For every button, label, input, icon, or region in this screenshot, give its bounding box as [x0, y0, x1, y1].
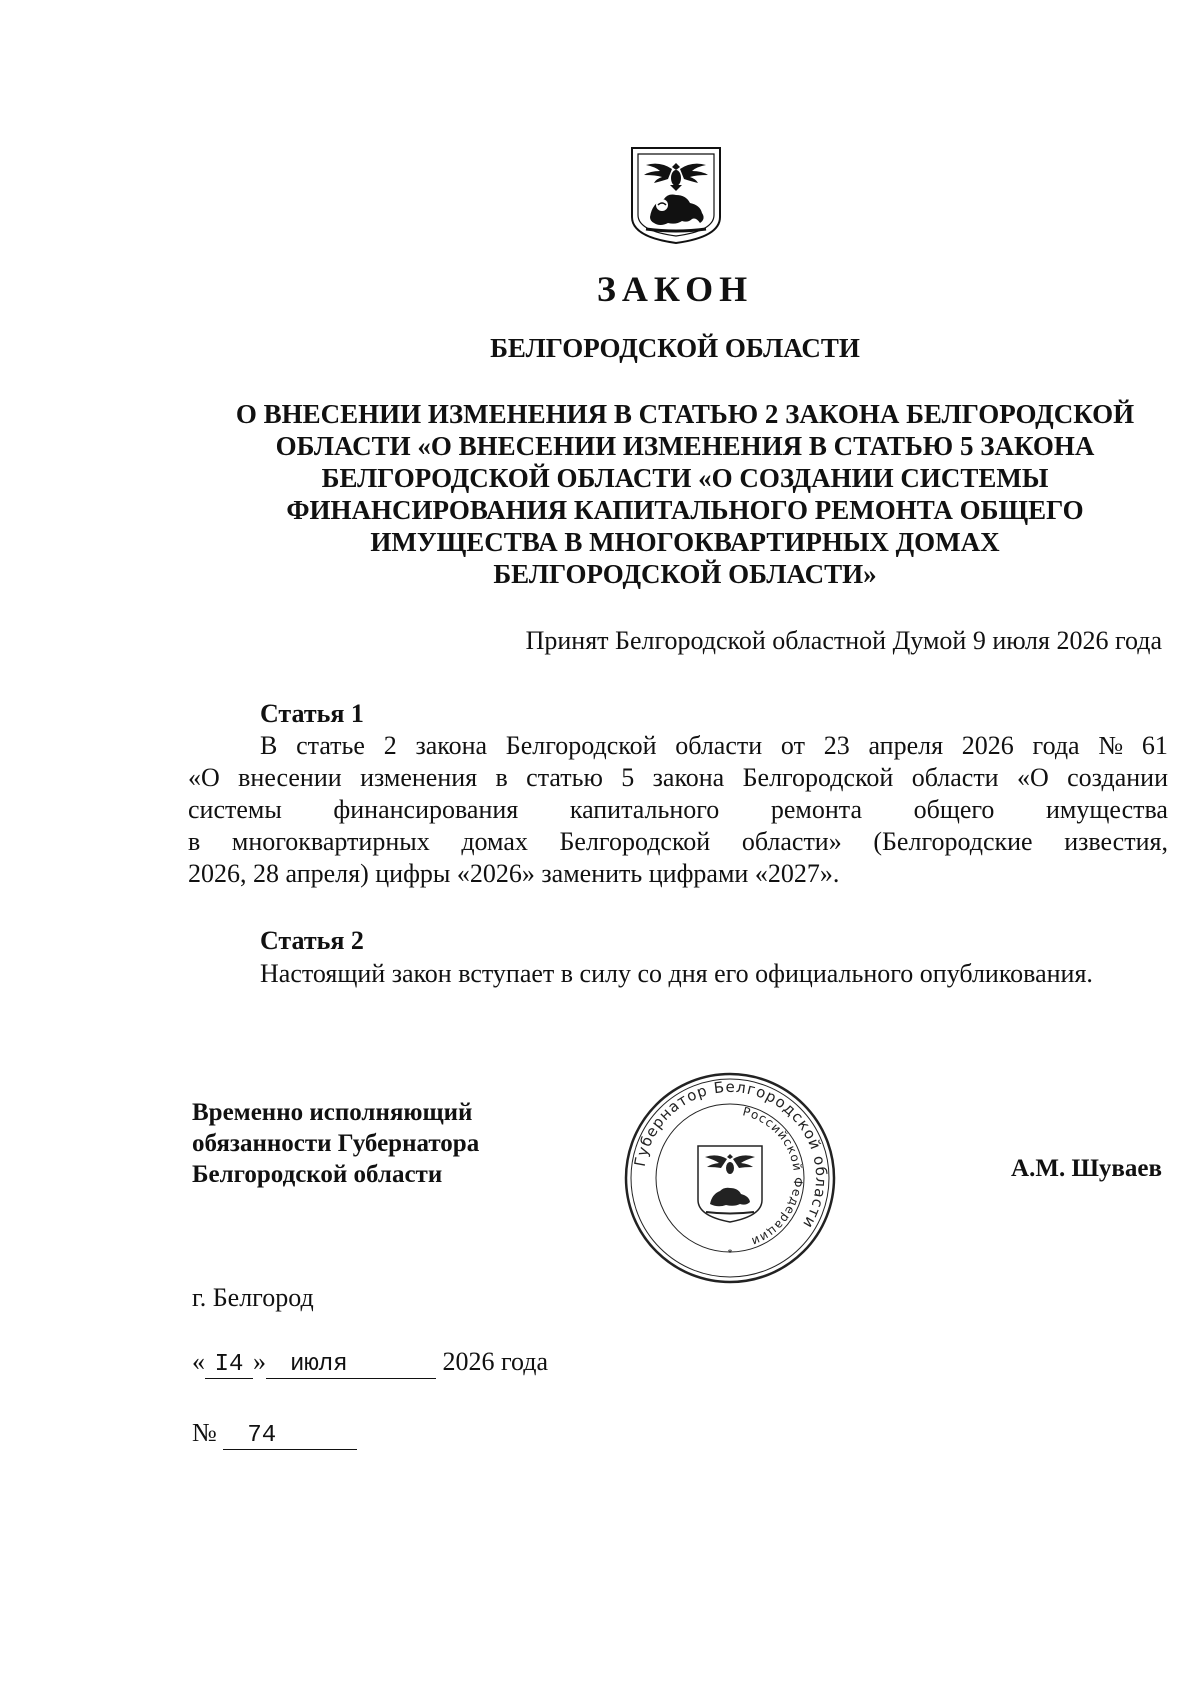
region-name: БЕЛГОРОДСКОЙ ОБЛАСТИ	[490, 333, 860, 363]
number-value: 74	[223, 1422, 357, 1450]
word: «О	[188, 763, 220, 792]
title-line: ИМУЩЕСТВА В МНОГОКВАРТИРНЫХ ДОМАХ	[370, 527, 1000, 557]
signing-date	[192, 1347, 548, 1379]
word: года	[1032, 731, 1080, 760]
date-quote-open: «	[192, 1347, 205, 1376]
word: ремонта	[770, 795, 863, 824]
word: в	[495, 763, 508, 792]
word: системы	[188, 795, 282, 824]
law-title	[185, 398, 1185, 590]
signer-name: А.М. Шуваев	[1011, 1155, 1162, 1182]
word: финансирования	[333, 795, 519, 824]
date-month: июля	[266, 1351, 436, 1379]
title-line: ОБЛАСТИ «О ВНЕСЕНИИ ИЗМЕНЕНИЯ В СТАТЬЮ 5 ЗАКОНА	[275, 431, 1095, 461]
number-label: №	[192, 1418, 217, 1447]
article-line: 2026, 28 апреля) цифры «2026» заменить цифрами «2027».	[188, 859, 840, 888]
word: Белгородской	[559, 827, 711, 856]
word: Белгородской	[505, 731, 657, 760]
adoption-note: Принят Белгородской областной Думой 9 июля 2026 года	[525, 626, 1162, 655]
word: статью	[526, 763, 603, 792]
seal-inner-text: Российской Федерации	[741, 1104, 806, 1250]
word: 2026	[961, 731, 1014, 760]
word: внесении	[238, 763, 342, 792]
official-seal-icon	[620, 1068, 840, 1288]
word: закона	[652, 763, 725, 792]
word: №	[1098, 731, 1124, 760]
word: общего	[913, 795, 995, 824]
signer-position-line: Временно исполняющий	[192, 1099, 473, 1126]
signer-position-line: Белгородской области	[192, 1161, 443, 1188]
article-1-heading: Статья 1	[260, 699, 364, 728]
coat-of-arms-icon	[628, 145, 724, 245]
svg-text:*: *	[727, 1248, 733, 1259]
article-line	[188, 826, 1168, 858]
word: В	[260, 731, 278, 760]
word: области	[911, 763, 999, 792]
word: 61	[1141, 731, 1168, 760]
word: области»	[741, 827, 842, 856]
word: создании	[1067, 763, 1168, 792]
date-quote-close: »	[253, 1347, 266, 1376]
article-line	[188, 794, 1168, 826]
document-type: ЗАКОН	[596, 269, 754, 309]
word: Белгородской	[742, 763, 894, 792]
word: статье	[296, 731, 365, 760]
word: от	[780, 731, 805, 760]
word: имущества	[1046, 795, 1168, 824]
word: в	[188, 827, 201, 856]
word: (Белгородские	[873, 827, 1033, 856]
title-line: О ВНЕСЕНИИ ИЗМЕНЕНИЯ В СТАТЬЮ 2 ЗАКОНА БЕЛГОРОДСКОЙ	[235, 399, 1135, 429]
signer-position	[192, 1097, 479, 1190]
signing-place: г. Белгород	[192, 1283, 314, 1312]
word: домах	[461, 827, 528, 856]
date-day: I4	[205, 1351, 253, 1379]
article-line	[188, 762, 1168, 794]
title-line: БЕЛГОРОДСКОЙ ОБЛАСТИ «О СОЗДАНИИ СИСТЕМЫ	[321, 463, 1049, 493]
word: 5	[621, 763, 635, 792]
word: апреля	[868, 731, 944, 760]
word: многоквартирных	[231, 827, 430, 856]
article-1-text	[188, 730, 1168, 890]
signer-position-line: обязанности Губернатора	[192, 1130, 480, 1157]
word: 2	[383, 731, 397, 760]
title-line: БЕЛГОРОДСКОЙ ОБЛАСТИ»	[493, 559, 877, 589]
word: закона	[415, 731, 488, 760]
article-2-text: Настоящий закон вступает в силу со дня его официального опубликования.	[260, 959, 1093, 988]
date-year: 2026 года	[442, 1347, 549, 1376]
title-line: ФИНАНСИРОВАНИЯ КАПИТАЛЬНОГО РЕМОНТА ОБЩЕГО	[286, 495, 1084, 525]
word: известия,	[1064, 827, 1168, 856]
article-2-heading: Статья 2	[260, 926, 364, 955]
word: «О	[1016, 763, 1049, 792]
word: изменения	[360, 763, 478, 792]
seal-outer-text: Губернатор Белгородской области	[630, 1077, 831, 1232]
word: 23	[823, 731, 850, 760]
word: капитального	[569, 795, 720, 824]
article-line	[188, 730, 1168, 762]
law-number	[192, 1418, 357, 1450]
word: области	[675, 731, 763, 760]
